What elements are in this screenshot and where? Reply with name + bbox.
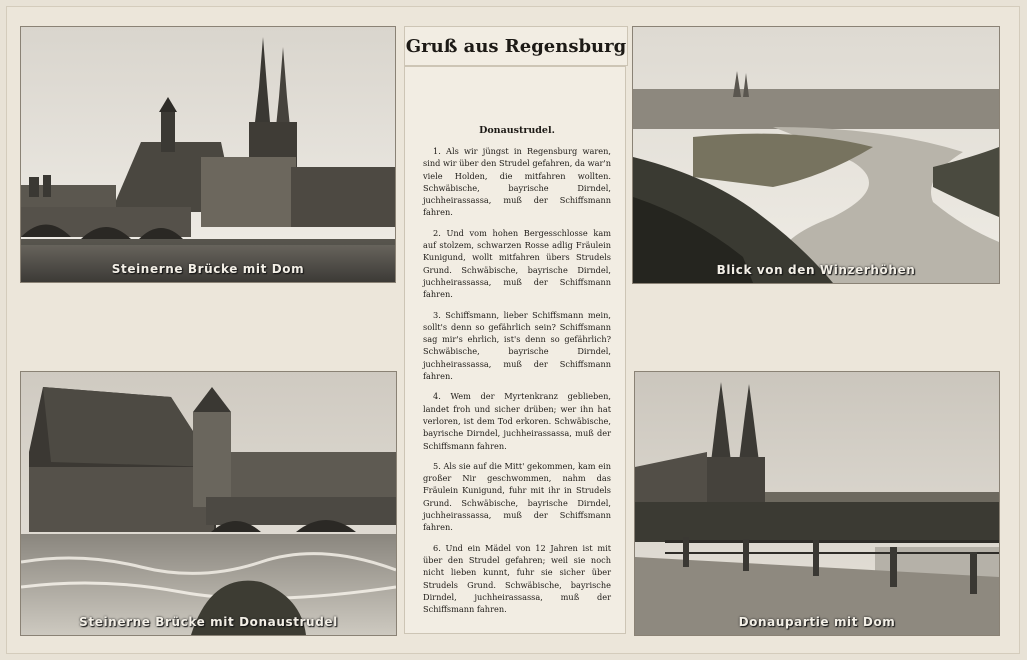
- photo-caption: Steinerne Brücke mit Dom: [111, 262, 305, 276]
- photo-view-winzerhoehen-image: [633, 27, 999, 283]
- poem-title: Donaustrudel.: [479, 125, 555, 136]
- photo-danube-cathedral: [634, 371, 1000, 636]
- photo-caption: Donaupartie mit Dom: [738, 615, 896, 629]
- poem-verse: 4. Wem der Myrtenkranz geblieben, landet froh und sicher drüben; wer ihn hat verloren, ist dem Tod erkoren. Schwäbische, bayrische Dirndel, juchheirassassa, muß der Schiffsmann fahren.: [423, 391, 611, 451]
- photo-caption: Blick von den Winzerhöhen: [716, 263, 916, 277]
- poem-panel: [404, 66, 626, 634]
- poem-verse: 6. Und ein Mädel von 12 Jahren ist mit über den Strudel gefahren; weil sie noch nicht lieben kunnt, fuhr sie sicher über Strudels Grund. Schwäbische, bayrische Dirndel, juchheirassassa, muß der Schiffsmann fahren.: [423, 542, 611, 615]
- poem-verse: 3. Schiffsmann, lieber Schiffsmann mein, sollt's denn so gefährlich sein? Schiffsmann sag mir's ehrlich, ist's denn so gefährlich? Schwäbische, bayrische Dirndel, juchheirassassa, muß der Schiffsmann fahren.: [423, 309, 611, 382]
- page-title: Gruß aus Regensburg: [404, 26, 628, 66]
- photo-view-winzerhoehen: [632, 26, 1000, 284]
- photo-stone-bridge-cathedral: [20, 26, 396, 283]
- photo-stone-bridge-cathedral-image: [21, 27, 395, 282]
- poem-verse: 2. Und vom hohen Bergesschlosse kam auf stolzem, schwarzen Rosse adlig Fräulein Kunigund, wollt mitfahren übers Strudels Grund. Schwäbische, bayrische Dirndel, juchheirassassa, muß der Schiffsmann fahren.: [423, 227, 611, 300]
- photo-stone-bridge-whirlpool-image: [21, 372, 396, 635]
- poem-verse: 5. Als sie auf die Mitt' gekommen, kam ein großer Nir geschwommen, nahm das Fräulein Kunigund, fuhr mit ihr in Strudels Grund. Schwäbische, bayrische Dirndel, juchheirassassa, muß der Schiffsmann fahren.: [423, 460, 611, 533]
- photo-caption: Steinerne Brücke mit Donaustrudel: [79, 615, 338, 629]
- photo-stone-bridge-whirlpool: [20, 371, 397, 636]
- poem-verse: 1. Als wir jüngst in Regensburg waren, sind wir über den Strudel gefahren, da war'n viele Holden, die mitfahren wollten. Schwäbische, bayrische Dirndel, juchheirassassa, muß der Schiffsmann fahren.: [423, 146, 611, 218]
- photo-danube-cathedral-image: [635, 372, 999, 635]
